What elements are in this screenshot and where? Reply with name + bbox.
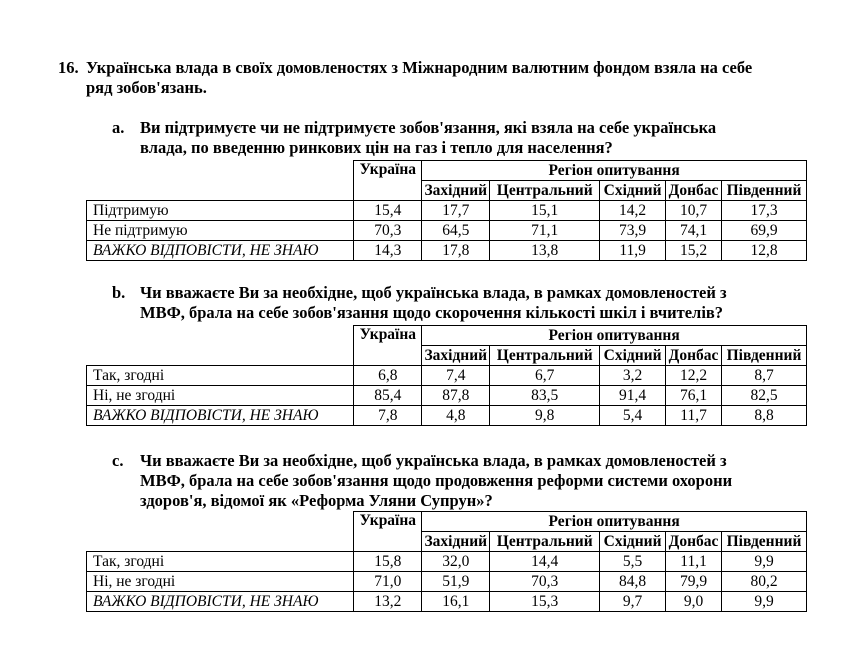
question-text-line2: ряд зобов'язань. xyxy=(86,78,207,97)
table-cell: 9,0 xyxy=(666,592,722,612)
table-cell: 70,3 xyxy=(490,572,600,592)
subquestion-text-line: здоров'я, відомої як «Реформа Уляни Супрун»? xyxy=(140,491,493,510)
header-region-Південний: Південний xyxy=(722,532,807,552)
table-cell: 15,1 xyxy=(490,201,600,221)
header-region-Східний: Східний xyxy=(600,532,666,552)
row-label: Підтримую xyxy=(87,201,354,221)
header-region-Донбас: Донбас xyxy=(666,346,722,366)
table-cell: 15,8 xyxy=(354,552,422,572)
table-cell: 82,5 xyxy=(722,386,807,406)
table-cell: 14,4 xyxy=(490,552,600,572)
table-cell: 84,8 xyxy=(600,572,666,592)
table-row xyxy=(87,592,807,612)
table-cell: 16,1 xyxy=(422,592,490,612)
question-title xyxy=(58,58,752,98)
header-region-Східний: Східний xyxy=(600,181,666,201)
table-row xyxy=(87,572,807,592)
table-row xyxy=(87,386,807,406)
header-region-Західний: Західний xyxy=(422,181,490,201)
table-cell: 73,9 xyxy=(600,221,666,241)
header-region-Східний: Східний xyxy=(600,346,666,366)
table-cell: 11,1 xyxy=(666,552,722,572)
table-row xyxy=(87,366,807,386)
header-region-Центральний: Центральний xyxy=(490,532,600,552)
header-region-Центральний: Центральний xyxy=(490,346,600,366)
table-cell: 5,5 xyxy=(600,552,666,572)
table-cell: 80,2 xyxy=(722,572,807,592)
header-region-Західний: Західний xyxy=(422,346,490,366)
subquestion-text-line: влада, по введенню ринкових цін на газ і тепло для населення? xyxy=(140,138,613,157)
row-label: Не підтримую xyxy=(87,221,354,241)
subquestion-text xyxy=(112,118,716,158)
header-region-Донбас: Донбас xyxy=(666,532,722,552)
subquestion-c xyxy=(112,451,732,511)
table-cell: 12,2 xyxy=(666,366,722,386)
table-cell: 85,4 xyxy=(354,386,422,406)
table-cell: 11,9 xyxy=(600,241,666,261)
row-label: ВАЖКО ВІДПОВІСТИ, НЕ ЗНАЮ xyxy=(87,241,354,261)
table-cell: 8,8 xyxy=(722,406,807,426)
header-region-Західний: Західний xyxy=(422,532,490,552)
subquestion-text-line: Чи вважаєте Ви за необхідне, щоб українська влада, в рамках домовленостей з xyxy=(140,451,727,470)
table-row xyxy=(87,552,807,572)
table-cell: 9,8 xyxy=(490,406,600,426)
table-row xyxy=(87,221,807,241)
header-row-region xyxy=(87,161,807,181)
table-row xyxy=(87,406,807,426)
header-row-region xyxy=(87,326,807,346)
table-cell: 7,4 xyxy=(422,366,490,386)
row-label: Так, згодні xyxy=(87,552,354,572)
subquestion-letter: b. xyxy=(112,283,126,302)
subquestion-text xyxy=(112,283,727,323)
header-ukraine: Україна xyxy=(354,512,422,552)
table-cell: 5,4 xyxy=(600,406,666,426)
header-blank-cell xyxy=(87,512,354,552)
table-cell: 9,9 xyxy=(722,552,807,572)
subquestion-text xyxy=(112,451,732,511)
table-cell: 9,7 xyxy=(600,592,666,612)
table-cell: 83,5 xyxy=(490,386,600,406)
table-cell: 12,8 xyxy=(722,241,807,261)
results-table xyxy=(86,325,807,426)
header-region-Центральний: Центральний xyxy=(490,181,600,201)
subquestion-text-line: МВФ, брала на себе зобов'язання щодо скорочення кількості шкіл і вчителів? xyxy=(140,303,724,322)
question-text-line1: Українська влада в своїх домовленостях з Міжнародним валютним фондом взяла на себе xyxy=(86,58,753,77)
table-cell: 71,1 xyxy=(490,221,600,241)
table-cell: 4,8 xyxy=(422,406,490,426)
question-number: 16. xyxy=(58,58,79,77)
header-region: Регіон опитування xyxy=(422,161,807,181)
table-row xyxy=(87,241,807,261)
table-cell: 51,9 xyxy=(422,572,490,592)
table-cell: 17,7 xyxy=(422,201,490,221)
header-row-region xyxy=(87,512,807,532)
header-blank-cell xyxy=(87,161,354,201)
table-cell: 6,8 xyxy=(354,366,422,386)
table-cell: 32,0 xyxy=(422,552,490,572)
table-cell: 79,9 xyxy=(666,572,722,592)
subquestion-letter: c. xyxy=(112,451,124,470)
subquestion-text-line: Ви підтримуєте чи не підтримуєте зобов'язання, які взяла на себе українська xyxy=(140,118,717,137)
row-label: Так, згодні xyxy=(87,366,354,386)
row-label: Ні, не згодні xyxy=(87,386,354,406)
header-ukraine: Україна xyxy=(354,161,422,201)
subquestion-b xyxy=(112,283,727,323)
table-cell: 87,8 xyxy=(422,386,490,406)
table-cell: 69,9 xyxy=(722,221,807,241)
table-cell: 14,2 xyxy=(600,201,666,221)
subquestion-text-line: Чи вважаєте Ви за необхідне, щоб українська влада, в рамках домовленостей з xyxy=(140,283,727,302)
table-cell: 74,1 xyxy=(666,221,722,241)
subquestion-a xyxy=(112,118,716,158)
table-cell: 13,2 xyxy=(354,592,422,612)
row-label: Ні, не згодні xyxy=(87,572,354,592)
table-cell: 91,4 xyxy=(600,386,666,406)
table-cell: 17,3 xyxy=(722,201,807,221)
table-cell: 7,8 xyxy=(354,406,422,426)
row-label: ВАЖКО ВІДПОВІСТИ, НЕ ЗНАЮ xyxy=(87,406,354,426)
header-region: Регіон опитування xyxy=(422,326,807,346)
header-region: Регіон опитування xyxy=(422,512,807,532)
results-table xyxy=(86,160,807,261)
header-region-Південний: Південний xyxy=(722,346,807,366)
row-label: ВАЖКО ВІДПОВІСТИ, НЕ ЗНАЮ xyxy=(87,592,354,612)
header-region-Донбас: Донбас xyxy=(666,181,722,201)
table-cell: 3,2 xyxy=(600,366,666,386)
header-blank-cell xyxy=(87,326,354,366)
table-cell: 10,7 xyxy=(666,201,722,221)
header-region-Південний: Південний xyxy=(722,181,807,201)
subquestion-letter: a. xyxy=(112,118,125,137)
table-cell: 13,8 xyxy=(490,241,600,261)
results-table xyxy=(86,511,807,612)
table-cell: 64,5 xyxy=(422,221,490,241)
table-cell: 15,3 xyxy=(490,592,600,612)
table-cell: 11,7 xyxy=(666,406,722,426)
table-cell: 17,8 xyxy=(422,241,490,261)
header-ukraine: Україна xyxy=(354,326,422,366)
table-cell: 8,7 xyxy=(722,366,807,386)
table-cell: 71,0 xyxy=(354,572,422,592)
subquestion-text-line: МВФ, брала на себе зобов'язання щодо продовження реформи системи охорони xyxy=(140,471,733,490)
table-cell: 76,1 xyxy=(666,386,722,406)
table-cell: 15,4 xyxy=(354,201,422,221)
table-cell: 15,2 xyxy=(666,241,722,261)
table-cell: 14,3 xyxy=(354,241,422,261)
table-row xyxy=(87,201,807,221)
table-cell: 6,7 xyxy=(490,366,600,386)
table-cell: 70,3 xyxy=(354,221,422,241)
table-cell: 9,9 xyxy=(722,592,807,612)
